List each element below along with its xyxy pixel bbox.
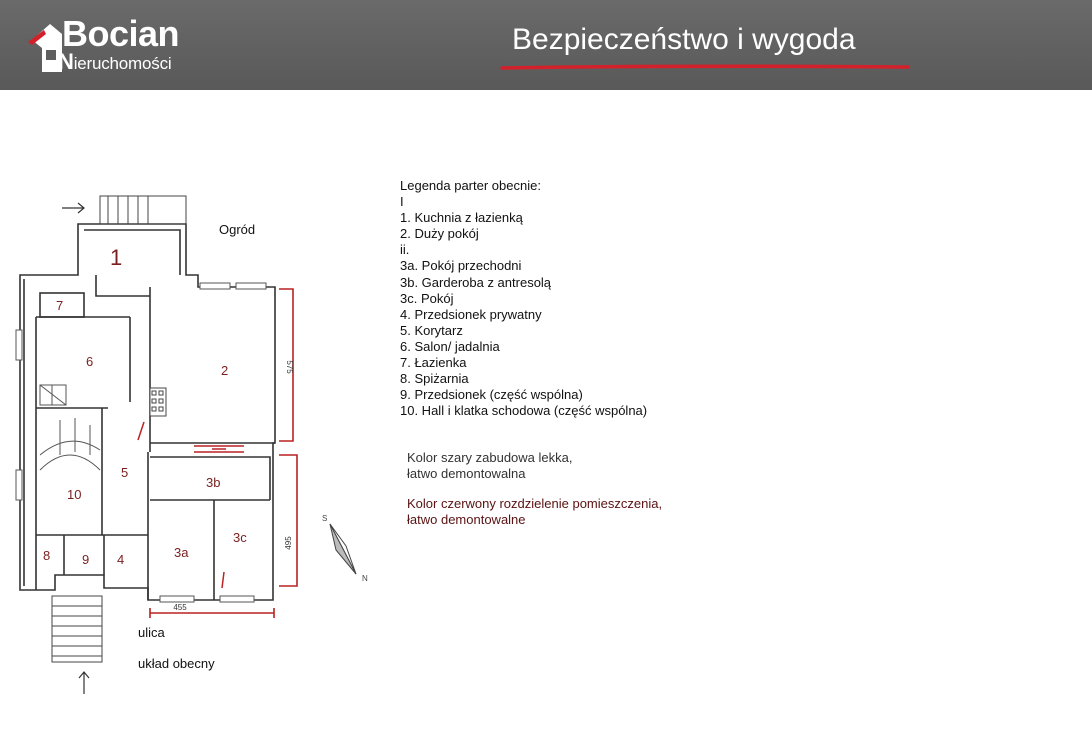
dimension-label: 495	[284, 536, 293, 550]
legend-item: 8. Spiżarnia	[400, 371, 469, 387]
legend-item: 6. Salon/ jadalnia	[400, 338, 500, 354]
dimension-label: 575	[285, 360, 294, 374]
legend-item: 10. Hall i klatka schodowa (część wspólna)	[400, 403, 648, 419]
red-note-line: Kolor czerwony rozdzielenie pomieszczenia,	[407, 496, 663, 511]
legend-item: 3a. Pokój przechodni	[400, 258, 522, 274]
room-number-5: 5	[121, 465, 129, 480]
gray-note-line: łatwo demontowalna	[407, 466, 526, 481]
header-bar	[0, 0, 1092, 90]
street-label: ulica	[138, 625, 165, 640]
room-number-3b: 3b	[206, 475, 221, 490]
legend-item: 3b. Garderoba z antresolą	[400, 274, 552, 290]
legend-title: Legenda parter obecnie:	[400, 178, 541, 193]
room-number-8: 8	[43, 548, 51, 563]
room-number-3c: 3c	[233, 530, 247, 545]
red-color-note	[407, 496, 662, 528]
red-note-line: łatwo demontowalne	[407, 512, 526, 527]
dimension-label: 455	[173, 603, 187, 612]
brand-subtitle-rest: ieruchomości	[73, 54, 172, 73]
brand-name: Bocian	[62, 13, 180, 54]
legend-item: 5. Korytarz	[400, 322, 463, 338]
slogan-underline	[500, 64, 910, 72]
compass-south-label: S	[322, 514, 328, 523]
entry-arrow-icon	[62, 203, 84, 213]
legend-item: 7. Łazienka	[400, 355, 467, 371]
entry-arrow-icon	[79, 672, 89, 694]
room-number-9: 9	[82, 552, 90, 567]
room-number-1: 1	[110, 245, 123, 270]
room-number-4: 4	[117, 552, 125, 567]
compass-north-label: N	[362, 574, 368, 583]
gray-note-line: Kolor szary zabudowa lekka,	[407, 450, 573, 465]
room-number-2: 2	[221, 363, 229, 378]
legend-item: 4. Przedsionek prywatny	[400, 306, 542, 322]
floor-plan	[0, 180, 380, 700]
gray-color-note	[407, 450, 572, 482]
layout-label: układ obecny	[138, 656, 215, 671]
legend	[400, 178, 647, 419]
legend-item: I	[400, 194, 404, 210]
slogan: Bezpieczeństwo i wygoda	[512, 23, 856, 56]
legend-item: 9. Przedsionek (część wspólna)	[400, 387, 583, 403]
legend-item: ii.	[400, 242, 410, 258]
room-number-10: 10	[67, 487, 82, 502]
room-number-3a: 3a	[174, 545, 189, 560]
brand-subtitle	[58, 49, 172, 74]
garden-label: Ogród	[219, 222, 256, 237]
legend-item: 1. Kuchnia z łazienką	[400, 210, 523, 226]
compass-icon	[330, 524, 356, 574]
room-number-6: 6	[86, 354, 94, 369]
legend-item: 3c. Pokój	[400, 290, 454, 306]
brand-subtitle-initial: N	[58, 49, 74, 74]
legend-item: 2. Duży pokój	[400, 226, 479, 242]
room-number-7: 7	[56, 298, 64, 313]
